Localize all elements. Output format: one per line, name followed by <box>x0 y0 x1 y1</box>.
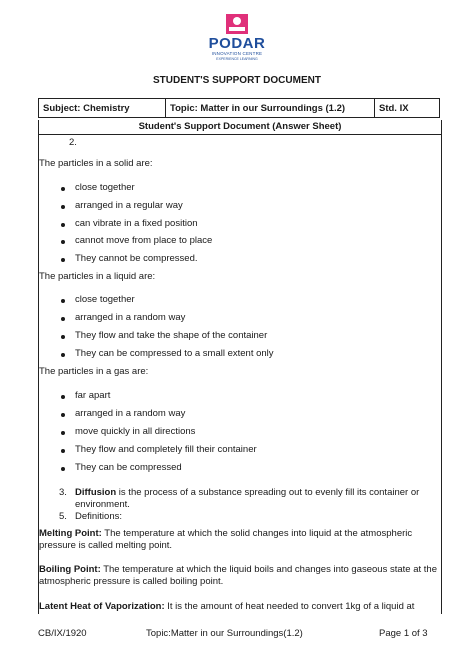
question-number-2: 2. <box>69 137 77 148</box>
footer-topic: Topic:Matter in our Surroundings(1.2) <box>146 628 303 639</box>
podar-logo <box>206 14 268 70</box>
melting-point-definition <box>39 528 437 552</box>
latent-heat-text: It is the amount of heat needed to convert 1kg of a liquid at <box>164 601 415 612</box>
solid-item: close together <box>75 182 135 193</box>
latent-heat-term: Latent Heat of Vaporization: <box>39 601 165 612</box>
liquid-item: They flow and take the shape of the container <box>75 330 268 341</box>
diffusion-text: is the process of a substance spreading out to evenly fill its container or environment. <box>75 487 420 510</box>
logo-tagline: EXPERIENCE LEARNING <box>216 57 258 61</box>
gas-item: They flow and completely fill their container <box>75 444 257 455</box>
liquid-item: arranged in a random way <box>75 312 186 323</box>
gas-item: They can be compressed <box>75 462 182 473</box>
melting-point-term: Melting Point: <box>39 528 102 539</box>
bullet <box>61 353 65 357</box>
question-number-5: 5. <box>59 511 67 522</box>
gas-item: arranged in a random way <box>75 408 186 419</box>
solid-item: can vibrate in a fixed position <box>75 218 198 229</box>
bullet <box>61 240 65 244</box>
solid-intro: The particles in a solid are: <box>39 158 153 169</box>
diffusion-term: Diffusion <box>75 487 117 498</box>
topic-cell: Topic: Matter in our Surroundings (1.2) <box>166 99 375 118</box>
logo-subtitle: INNOVATION CENTRE <box>211 51 263 56</box>
boiling-point-term: Boiling Point: <box>39 564 101 575</box>
logo-emblem-icon <box>226 14 248 34</box>
bullet <box>61 187 65 191</box>
bullet <box>61 258 65 262</box>
bullet <box>61 395 65 399</box>
bullet <box>61 413 65 417</box>
boiling-point-definition <box>39 564 437 588</box>
answer-sheet-heading: Student's Support Document (Answer Sheet) <box>38 120 442 135</box>
melting-point-text: The temperature at which the solid changes into liquid at the atmospheric pressure is called melting point. <box>39 528 413 551</box>
solid-item: cannot move from place to place <box>75 235 213 246</box>
solid-item: They cannot be compressed. <box>75 253 198 264</box>
bullet <box>61 467 65 471</box>
solid-item: arranged in a regular way <box>75 200 183 211</box>
answer-content <box>38 134 442 614</box>
footer-page: Page 1 of 3 <box>379 628 428 639</box>
gas-item: move quickly in all directions <box>75 426 196 437</box>
gas-item: far apart <box>75 390 111 401</box>
boiling-point-text: The temperature at which the liquid boils and changes into gaseous state at the atmospheric pressure is called boiling point. <box>39 564 437 587</box>
header-table <box>38 98 440 118</box>
liquid-intro: The particles in a liquid are: <box>39 271 156 282</box>
bullet <box>61 299 65 303</box>
liquid-item: close together <box>75 294 135 305</box>
bullet <box>61 205 65 209</box>
subject-cell: Subject: Chemistry <box>39 99 166 118</box>
bullet <box>61 223 65 227</box>
bullet <box>61 335 65 339</box>
std-cell: Std. IX <box>375 99 440 118</box>
definitions-label: Definitions: <box>75 511 122 522</box>
logo-name: PODAR <box>208 35 266 52</box>
bullet <box>61 317 65 321</box>
latent-heat-definition <box>39 601 414 613</box>
gas-intro: The particles in a gas are: <box>39 366 149 377</box>
question-number-3: 3. <box>59 487 67 498</box>
bullet <box>61 431 65 435</box>
footer-code: CB/IX/1920 <box>38 628 87 639</box>
document-title: STUDENT'S SUPPORT DOCUMENT <box>153 75 321 86</box>
bullet <box>61 449 65 453</box>
diffusion-answer <box>75 487 435 511</box>
liquid-item: They can be compressed to a small extent only <box>75 348 274 359</box>
